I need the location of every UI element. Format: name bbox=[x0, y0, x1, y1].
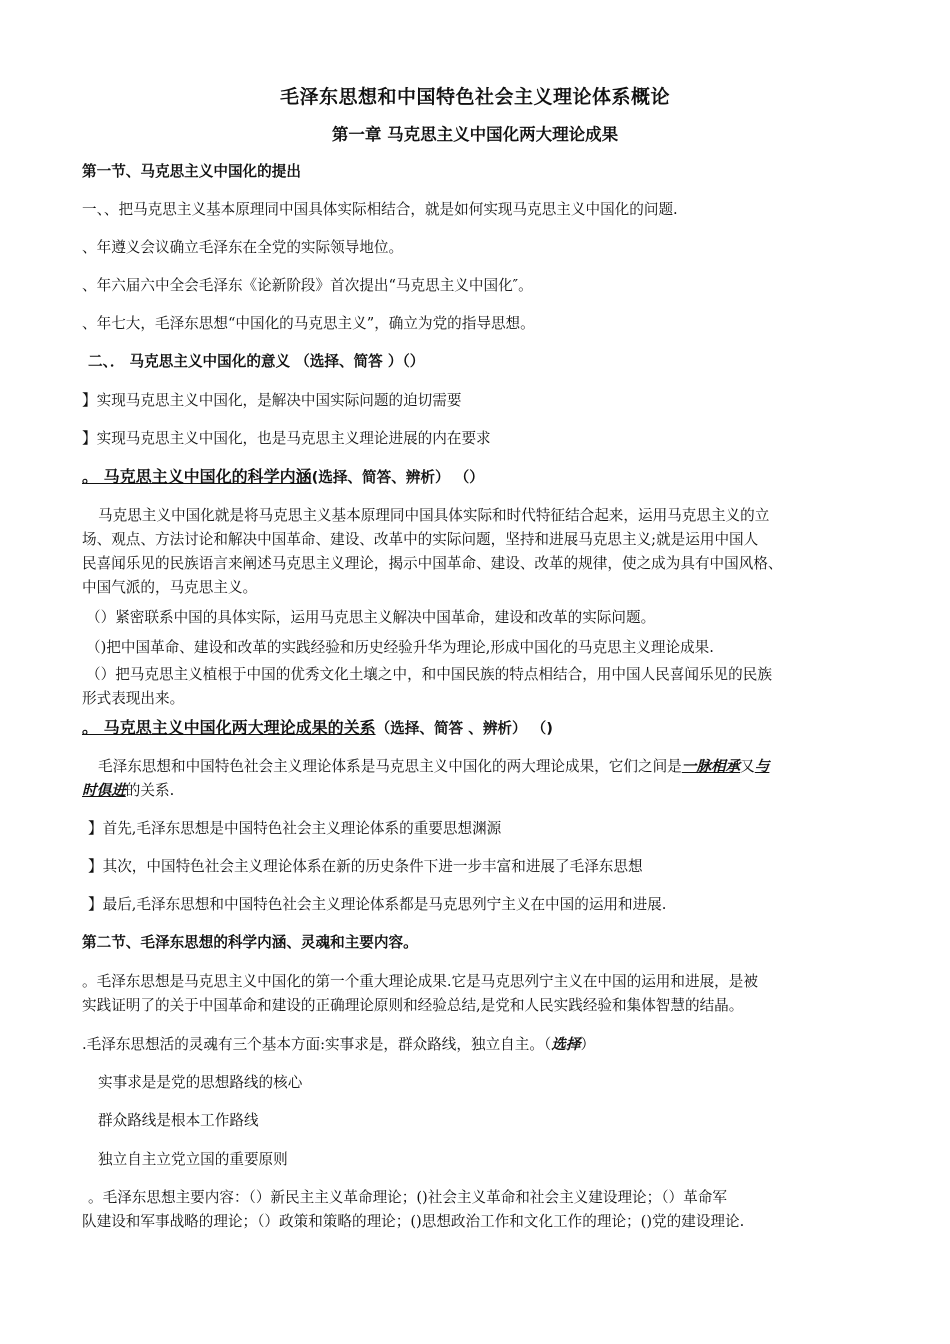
subsection3-para-line-4: 中国气派的，马克思主义。 bbox=[82, 579, 258, 596]
subsection4-heading-tail: （选择、简答 、辨析） （) bbox=[375, 720, 553, 737]
section2-heading: 第二节、毛泽东思想的科学内涵、灵魂和主要内容。 bbox=[82, 934, 418, 951]
subsection3-item-2: （)把中国革命、建设和改革的实践经验和历史经验升华为理论,形成中国化的马克思主义理论成果. bbox=[86, 639, 714, 656]
subsection4-heading bbox=[82, 716, 880, 741]
subsection3-heading-tail: (选择、简答、辨析） （） bbox=[311, 469, 484, 486]
subsection4-para-text-b: 又 bbox=[740, 758, 755, 775]
document-title: 毛泽东思想和中国特色社会主义理论体系概论 bbox=[279, 86, 670, 108]
subsection3-item-3-line-2: 形式表现出来。 bbox=[82, 690, 185, 707]
section1-paragraph-2: 、年遵义会议确立毛泽东在全党的实际领导地位。 bbox=[82, 239, 404, 256]
section2-para-3-line-1: 。毛泽东思想主要内容：（）新民主主义革命理论；()社会主义革命和社会主义建设理论；（）革命军 bbox=[88, 1189, 727, 1206]
subsection3-heading-main: 。 马克思主义中国化的科学内涵 bbox=[82, 467, 312, 486]
soul-item-1: 实事求是是党的思想路线的核心 bbox=[98, 1074, 303, 1091]
section1-heading: 第一节、马克思主义中国化的提出 bbox=[82, 163, 301, 180]
subsection3-heading bbox=[82, 465, 880, 490]
soul-item-2: 群众路线是根本工作路线 bbox=[98, 1112, 259, 1129]
section2-para-2-text-b: ） bbox=[580, 1036, 596, 1053]
section1-paragraph-4: 、年七大，毛泽东思想“中国化的马克思主义”，确立为党的指导思想。 bbox=[82, 315, 535, 332]
subsection4-para-line-2 bbox=[82, 779, 880, 803]
section2-para-1-line-1: 。毛泽东思想是马克思主义中国化的第一个重大理论成果.它是马克思列宁主义在中国的运用和进展，是被 bbox=[82, 973, 758, 990]
subsection2-bullet-2: 】实现马克思主义中国化，也是马克思主义理论进展的内在要求 bbox=[82, 430, 491, 447]
section2-para-2 bbox=[82, 1033, 880, 1057]
subsection3-para-line-1: 马克思主义中国化就是将马克思主义基本原理同中国具体实际和时代特征结合起来，运用马克思主义的立 bbox=[98, 507, 770, 524]
subsection4-bullet-2: 】其次，中国特色社会主义理论体系在新的历史条件下进一步丰富和进展了毛泽东思想 bbox=[88, 858, 643, 875]
subsection4-para-text-a: 毛泽东思想和中国特色社会主义理论体系是马克思主义中国化的两大理论成果，它们之间是 bbox=[98, 758, 682, 775]
subsection3-para-line-2: 场、观点、方法讨论和解决中国革命、建设、改革中的实际问题，坚持和进展马克思主义;就是运用中国人 bbox=[82, 531, 759, 548]
subsection2-bullet-1: 】实现马克思主义中国化，是解决中国实际问题的迫切需要 bbox=[82, 392, 462, 409]
subsection4-para-line-1 bbox=[98, 755, 880, 779]
soul-item-3: 独立自主立党立国的重要原则 bbox=[98, 1151, 288, 1168]
chapter-title: 第一章 马克思主义中国化两大理论成果 bbox=[331, 125, 619, 144]
subsection4-bullet-3: 】最后,毛泽东思想和中国特色社会主义理论体系都是马克思列宁主义在中国的运用和进展. bbox=[88, 896, 667, 913]
keyword-xuanze: 选择 bbox=[551, 1036, 581, 1053]
keyword-yu: 与 bbox=[754, 758, 770, 775]
subsection2-heading: 二、． 马克思主义中国化的意义 （选择、简答 ）（） bbox=[88, 353, 425, 370]
subsection3-item-3-line-1: （）把马克思主义植根于中国的优秀文化土壤之中，和中国民族的特点相结合，用中国人民喜闻乐见的民族 bbox=[86, 666, 772, 683]
section1-paragraph-3: 、年六届六中全会毛泽东《论新阶段》首次提出“马克思主义中国化″。 bbox=[82, 277, 533, 294]
subsection4-bullet-1: 】首先,毛泽东思想是中国特色社会主义理论体系的重要思想渊源 bbox=[88, 820, 502, 837]
subsection4-para-text-c: 的关系. bbox=[125, 782, 175, 799]
subsection3-para-line-3: 民喜闻乐见的民族语言来阐述马克思主义理论，揭示中国革命、建设、改革的规律，使之成为具有中国风格、 bbox=[82, 555, 783, 572]
subsection3-item-1: （）紧密联系中国的具体实际，运用马克思主义解决中国革命，建设和改革的实际问题。 bbox=[86, 609, 656, 626]
section2-para-1-line-2: 实践证明了的关于中国革命和建设的正确理论原则和经验总结,是党和人民实践经验和集体智慧的结晶。 bbox=[82, 997, 744, 1014]
section2-para-3-line-2: 队建设和军事战略的理论；（）政策和策略的理论；()思想政治工作和文化工作的理论；()党的建设理论. bbox=[82, 1213, 745, 1230]
keyword-yimaixiangcheng: 一脉相承 bbox=[681, 758, 741, 775]
section1-paragraph-1: 一、、把马克思主义基本原理同中国具体实际相结合，就是如何实现马克思主义中国化的问题. bbox=[82, 201, 678, 218]
subsection4-heading-main: 。 马克思主义中国化两大理论成果的关系 bbox=[82, 718, 376, 737]
keyword-shijujin: 时俱进 bbox=[82, 782, 126, 799]
section2-para-2-text-a: .毛泽东思想活的灵魂有三个基本方面:实事求是，群众路线，独立自主。（ bbox=[82, 1036, 552, 1053]
